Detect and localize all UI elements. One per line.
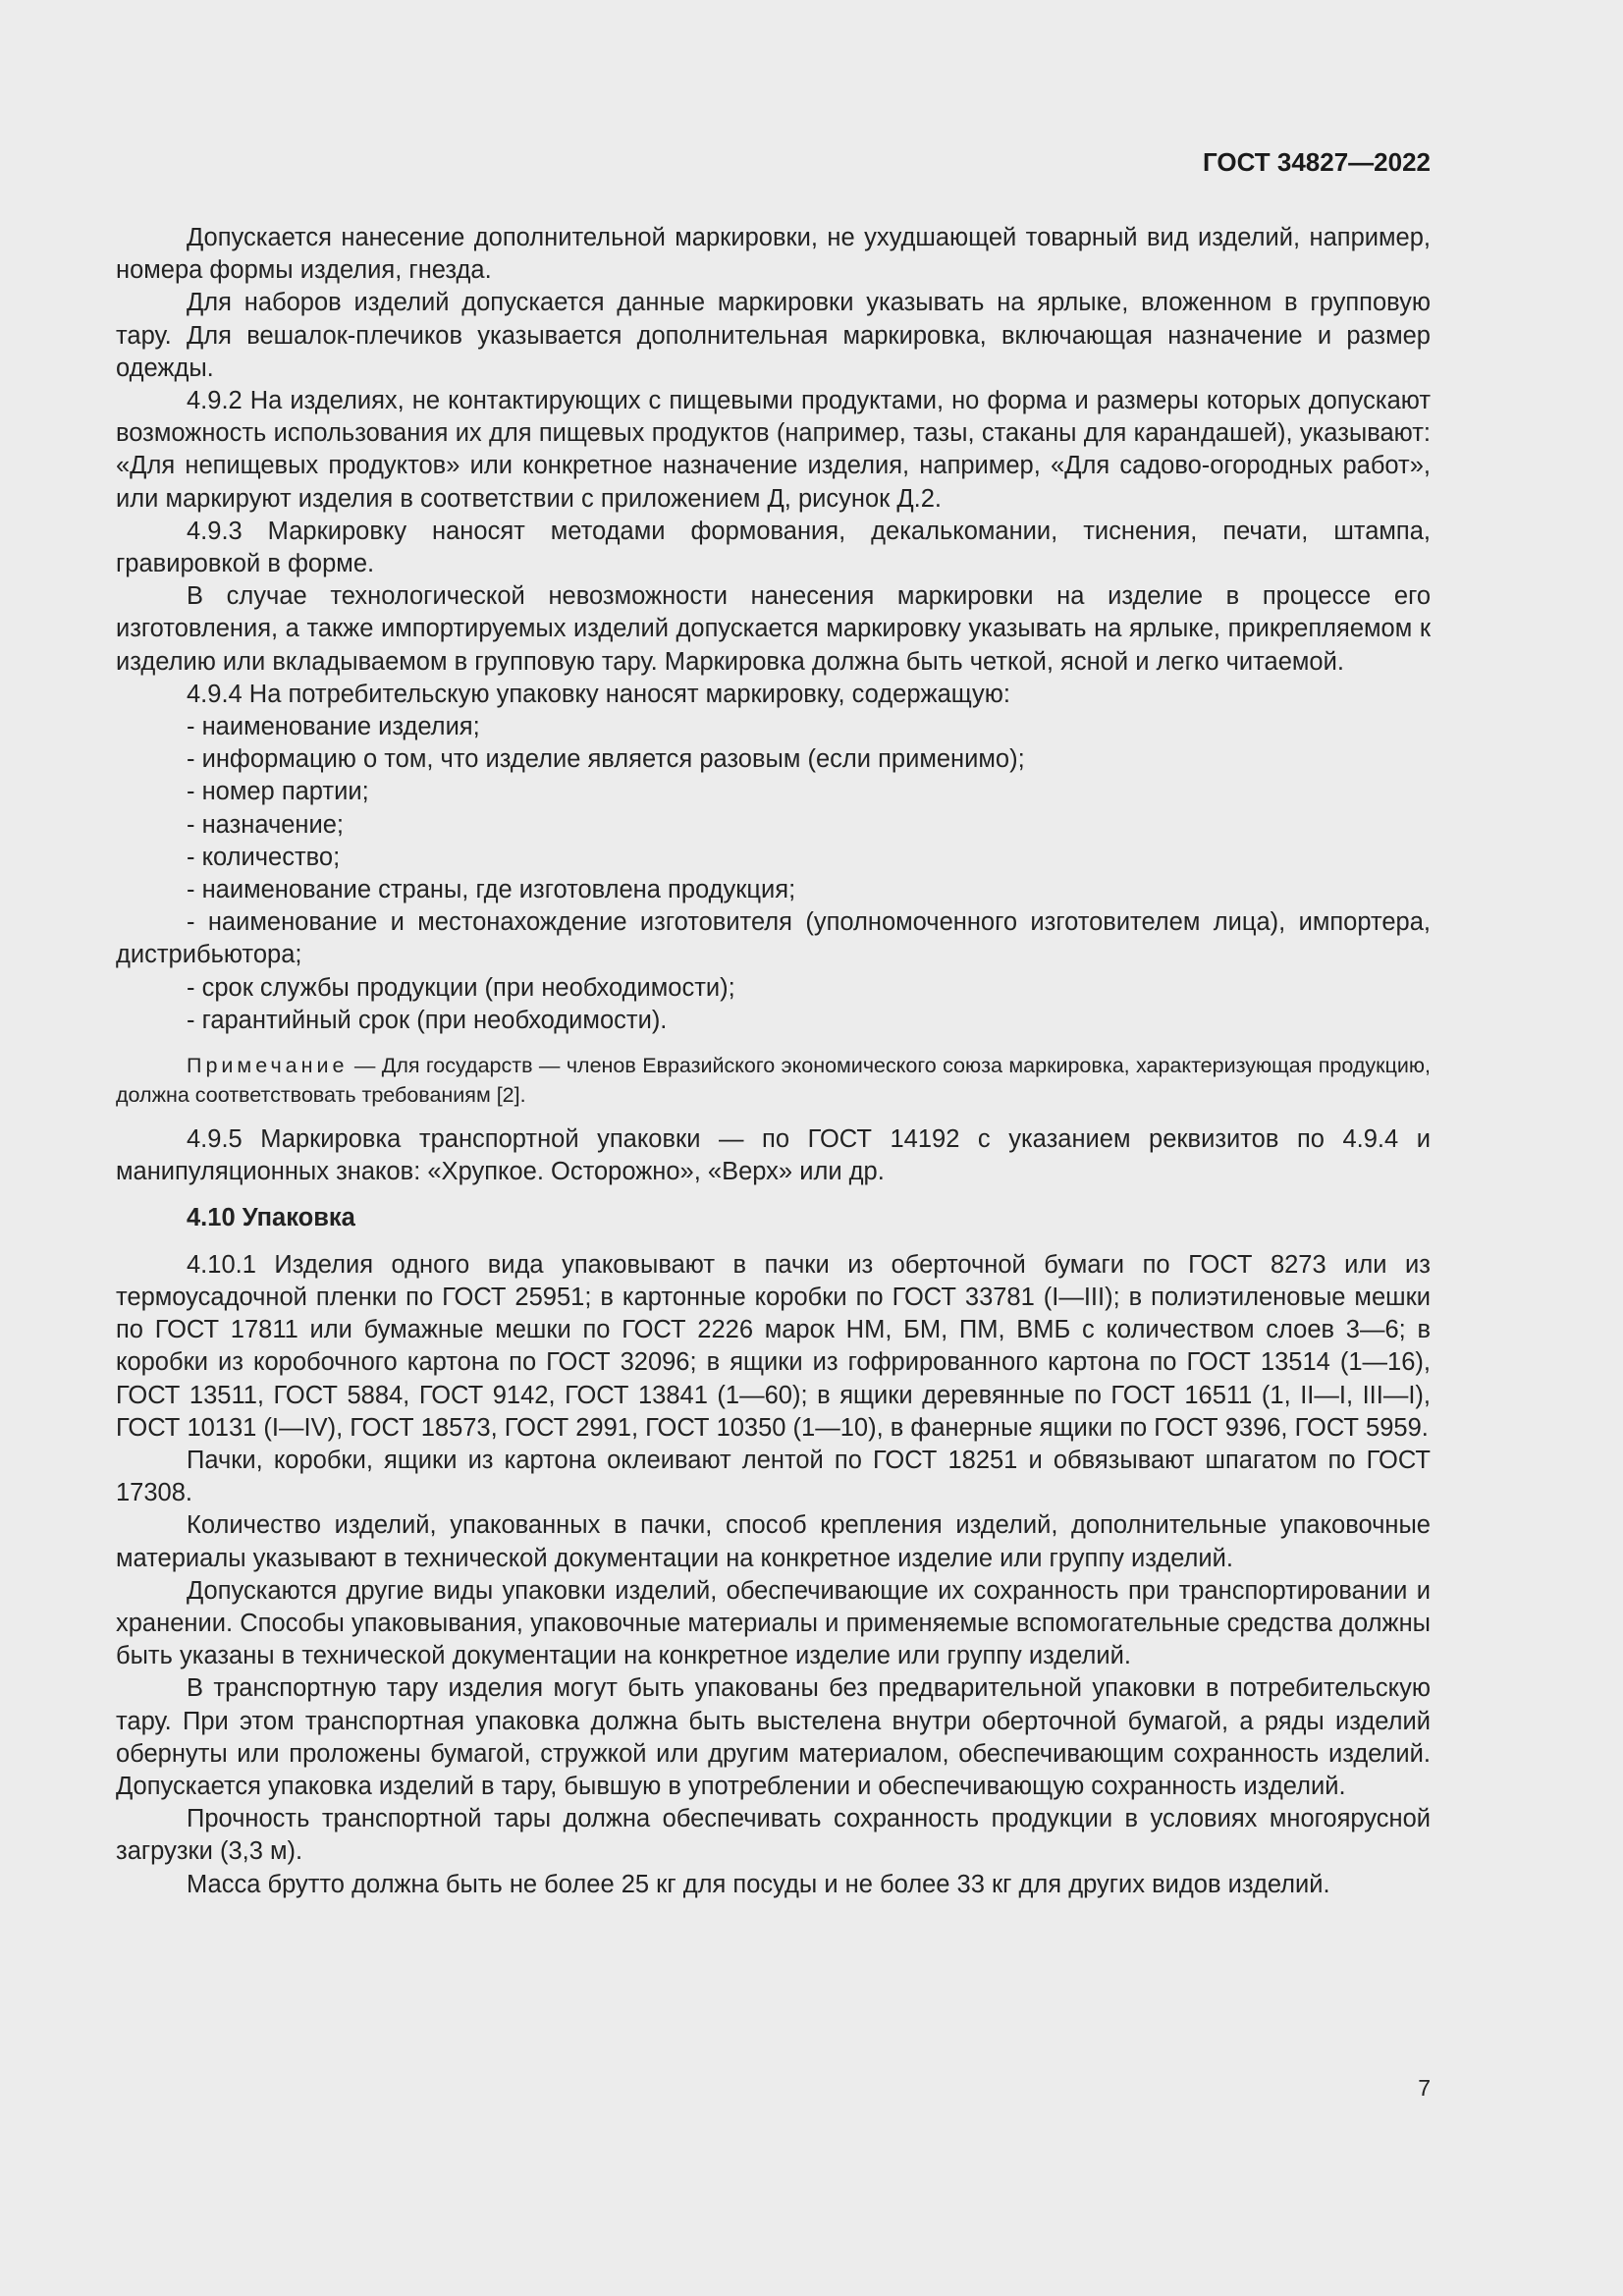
paragraph: Прочность транспортной тары должна обеспечивать сохранность продукции в условиях многоярусной загрузки (3,3 м).: [116, 1805, 1431, 1866]
paragraph: 4.9.3 Маркировку наносят методами формования, декалькомании, тиснения, печати, штампа, гравировкой в форме.: [116, 517, 1431, 578]
list-item: - срок службы продукции (при необходимости);: [187, 973, 735, 1002]
paragraph: Для наборов изделий допускается данные маркировки указывать на ярлыке, вложенном в групповую тару. Для вешалок-плечиков указывается дополнительная маркировка, включающая назначение и размер одежды.: [116, 289, 1431, 382]
list-item: - номер партии;: [187, 778, 369, 806]
paragraph: 4.9.4 На потребительскую упаковку наносят маркировку, содержащую:: [187, 680, 1010, 708]
document-body: [116, 222, 1431, 1901]
list-item: - количество;: [187, 843, 341, 871]
paragraph: Допускаются другие виды упаковки изделий, обеспечивающие их сохранность при транспортировании и хранении. Способы упаковывания, упаковочные материалы и применяемые вспомогательные средства должны быть указаны в технической документации на конкретное изделие или группу изделий.: [116, 1576, 1431, 1670]
paragraph: Количество изделий, упакованных в пачки, способ крепления изделий, дополнительные упаковочные материалы указывают в технической документации на конкретное изделие или группу изделий.: [116, 1511, 1431, 1572]
list-item: - наименование страны, где изготовлена продукция;: [187, 876, 796, 904]
list-item: - наименование и местонахождение изготовителя (уполномоченного изготовителем лица), импортера, дистрибьютора;: [116, 908, 1431, 969]
note-label: Примечание: [187, 1054, 349, 1078]
document-header: ГОСТ 34827—2022: [1203, 147, 1431, 177]
marking-list: [116, 711, 1431, 1037]
paragraph: 4.9.5 Маркировка транспортной упаковки — по ГОСТ 14192 с указанием реквизитов по 4.9.4 и манипуляционных знаков: «Хрупкое. Осторожно», «Верх» или др.: [116, 1125, 1431, 1186]
paragraph: Пачки, коробки, ящики из картона оклеивают лентой по ГОСТ 18251 и обвязывают шпагатом по ГОСТ 17308.: [116, 1446, 1431, 1507]
paragraph: Масса брутто должна быть не более 25 кг для посуды и не более 33 кг для других видов изделий.: [187, 1870, 1330, 1898]
note: [116, 1051, 1431, 1110]
list-item: - назначение;: [187, 810, 345, 839]
paragraph: Допускается нанесение дополнительной маркировки, не ухудшающей товарный вид изделий, например, номера формы изделия, гнезда.: [116, 224, 1431, 285]
note-text: — Для государств — членов Евразийского экономического союза маркировка, характеризующая продукцию, должна соответствовать требованиям [2].: [116, 1054, 1431, 1108]
section-title: 4.10 Упаковка: [187, 1204, 355, 1232]
list-item: - информацию о том, что изделие является разовым (если применимо);: [187, 745, 1025, 774]
paragraph: В случае технологической невозможности нанесения маркировки на изделие в процессе его изготовления, а также импортируемых изделий допускается маркировку указывать на ярлыке, прикрепляемом к изделию или вкладываемом в групповую тару. Маркировка должна быть четкой, ясной и легко читаемой.: [116, 582, 1431, 676]
list-item: - наименование изделия;: [187, 713, 480, 741]
paragraph: 4.10.1 Изделия одного вида упаковывают в пачки из оберточной бумаги по ГОСТ 8273 или из термоусадочной пленки по ГОСТ 25951; в картонные коробки по ГОСТ 33781 (I—III); в полиэтиленовые мешки по ГОСТ 17811 или бумажные мешки по ГОСТ 2226 марок НМ, БМ, ПМ, ВМБ с количеством слоев 3—6; в коробки из коробочного картона по ГОСТ 32096; в ящики из гофрированного картона по ГОСТ 13514 (1—16), ГОСТ 13511, ГОСТ 5884, ГОСТ 9142, ГОСТ 13841 (1—60); в ящики деревянные по ГОСТ 16511 (1, II—I, III—I), ГОСТ 10131 (I—IV), ГОСТ 18573, ГОСТ 2991, ГОСТ 10350 (1—10), в фанерные ящики по ГОСТ 9396, ГОСТ 5959.: [116, 1250, 1431, 1442]
page-number: 7: [1418, 2075, 1431, 2101]
paragraph: В транспортную тару изделия могут быть упакованы без предварительной упаковки в потребительскую тару. При этом транспортная упаковка должна быть выстелена внутри оберточной бумагой, а ряды изделий обернуты или проложены бумагой, стружкой или другим материалом, обеспечивающим сохранность изделий. Допускается упаковка изделий в тару, бывшую в употреблении и обеспечивающую сохранность изделий.: [116, 1674, 1431, 1800]
paragraph: 4.9.2 На изделиях, не контактирующих с пищевыми продуктами, но форма и размеры которых допускают возможность использования их для пищевых продуктов (например, тазы, стаканы для карандашей), указывают: «Для непищевых продуктов» или конкретное назначение изделия, например, «Для садово-огородных работ», или маркируют изделия в соответствии с приложением Д, рисунок Д.2.: [116, 387, 1431, 513]
list-item: - гарантийный срок (при необходимости).: [187, 1006, 668, 1034]
